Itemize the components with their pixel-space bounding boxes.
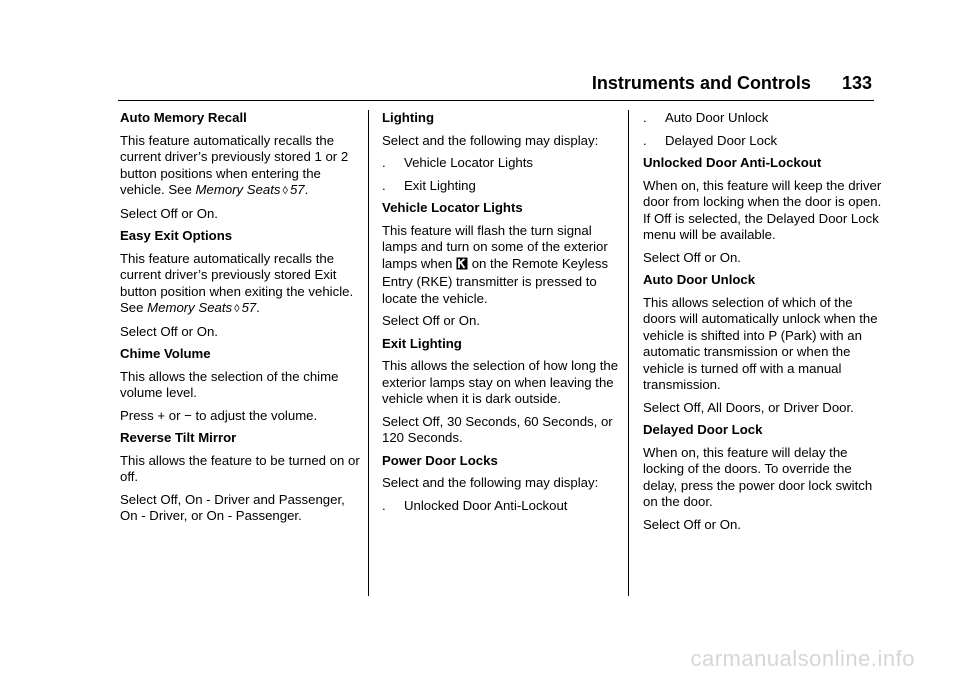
- column-3: [643, 110, 883, 539]
- bullet: .: [643, 132, 647, 148]
- paragraph: This allows the feature to be turned on or off.: [120, 452, 360, 484]
- list-item: [382, 178, 622, 195]
- paragraph: Select Off, 30 Seconds, 60 Seconds, or 120 Seconds.: [382, 413, 613, 445]
- paragraph-text: This feature automatically recalls the current driver’s previously stored 1 or 2 button positions when entering the vehicle. See: [120, 132, 349, 197]
- paragraph: When on, this feature will keep the driver door from locking when the door is open. If Off is selected, the Delayed Door Lock menu will be available.: [643, 177, 882, 242]
- paragraph-text: on the Remote Keyless Entry (RKE) transmitter is pressed to locate the vehicle.: [382, 255, 609, 306]
- paragraph: This allows the selection of the chime volume level.: [120, 368, 339, 400]
- paragraph: This feature automatically recalls the current driver’s previously stored Exit button position when exiting the vehicle. See Memory Seats ◊ 57.: [120, 250, 354, 315]
- header-rule: [118, 100, 874, 101]
- page-number: 133: [841, 73, 872, 93]
- heading-easy-exit-options: Easy Exit Options: [120, 228, 233, 243]
- paragraph: This allows the selection of how long the exterior lamps stay on when leaving the vehicle when it is dark outside.: [382, 358, 619, 406]
- list-item: [643, 133, 883, 150]
- paragraph-text: This feature will flash the turn signal lamps and turn on some of the exterior lamps when: [382, 222, 608, 271]
- heading-exit-lighting: Exit Lighting: [382, 335, 462, 351]
- paragraph: Select Off, On - Driver and Passenger, On - Driver, or On - Passenger.: [120, 491, 345, 523]
- section-title: Instruments and Controls: [591, 73, 811, 93]
- heading-power-door-locks: Power Door Locks: [382, 452, 498, 468]
- paragraph: [382, 223, 622, 308]
- heading-delayed-door-lock: Delayed Door Lock: [643, 422, 763, 437]
- paragraph: Select and the following may display:: [382, 132, 599, 148]
- column-divider: [628, 110, 629, 596]
- column-1: [120, 110, 360, 531]
- paragraph: Press + or − to adjust the volume.: [120, 407, 318, 423]
- heading-unlocked-door-anti-lockout: Unlocked Door Anti-Lockout: [643, 155, 822, 170]
- bullet: .: [643, 110, 647, 125]
- memory-seats-link[interactable]: Memory Seats: [147, 300, 233, 315]
- list-item: [382, 498, 622, 515]
- heading-auto-door-unlock: Auto Door Unlock: [643, 272, 756, 287]
- heading-reverse-tilt-mirror: Reverse Tilt Mirror: [120, 430, 237, 445]
- page-ref-number[interactable]: 57: [289, 182, 305, 197]
- column-divider: [368, 110, 369, 596]
- rke-lock-button-icon: [456, 257, 468, 275]
- list-item: [382, 155, 622, 172]
- list-item: [643, 110, 883, 127]
- list-item-text: Unlocked Door Anti-Lockout: [404, 497, 568, 513]
- paragraph: Select Off or On.: [643, 249, 741, 265]
- bullet: .: [382, 155, 386, 170]
- memory-seats-link[interactable]: Memory Seats: [195, 182, 281, 197]
- paragraph: This feature automatically recalls the current driver’s previously stored 1 or 2 button positions when entering the vehicle. See Memory Seats ◊ 57.: [120, 132, 349, 197]
- page-ref-icon: ◊: [282, 185, 288, 197]
- list-item-text: Exit Lighting: [404, 177, 476, 193]
- column-2: [382, 110, 622, 520]
- paragraph: This allows selection of which of the doors will automatically unlock when the vehicle is shifted into P (Park) with an automatic transmission or when the vehicle is turned off with a manual transmission.: [643, 294, 878, 392]
- watermark: carmanualsonline.info: [690, 646, 915, 671]
- bullet: .: [382, 177, 386, 193]
- paragraph: When on, this feature will delay the locking of the doors. To override the delay, press the power door lock switch on the door.: [643, 444, 873, 509]
- list-item-text: Auto Door Unlock: [665, 110, 769, 125]
- heading-chime-volume: Chime Volume: [120, 346, 211, 361]
- page-ref-icon: ◊: [234, 303, 240, 315]
- page-header: [592, 73, 872, 94]
- paragraph: Select Off or On.: [120, 323, 218, 339]
- list-item-text: Vehicle Locator Lights: [404, 155, 534, 170]
- page-ref-number[interactable]: 57: [241, 300, 257, 315]
- paragraph: Select Off or On.: [120, 205, 218, 221]
- paragraph: Select and the following may display:: [382, 475, 599, 490]
- heading-auto-memory-recall: Auto Memory Recall: [120, 110, 247, 125]
- paragraph-text: This feature automatically recalls the current driver’s previously stored Exit button position when exiting the vehicle. See: [120, 250, 354, 315]
- heading-vehicle-locator-lights: Vehicle Locator Lights: [382, 200, 523, 215]
- list-item-text: Delayed Door Lock: [665, 132, 778, 148]
- paragraph: Select Off or On.: [643, 516, 741, 532]
- paragraph: Select Off or On.: [382, 313, 480, 328]
- bullet: .: [382, 497, 386, 513]
- paragraph: Select Off, All Doors, or Driver Door.: [643, 399, 854, 415]
- heading-lighting: Lighting: [382, 110, 434, 125]
